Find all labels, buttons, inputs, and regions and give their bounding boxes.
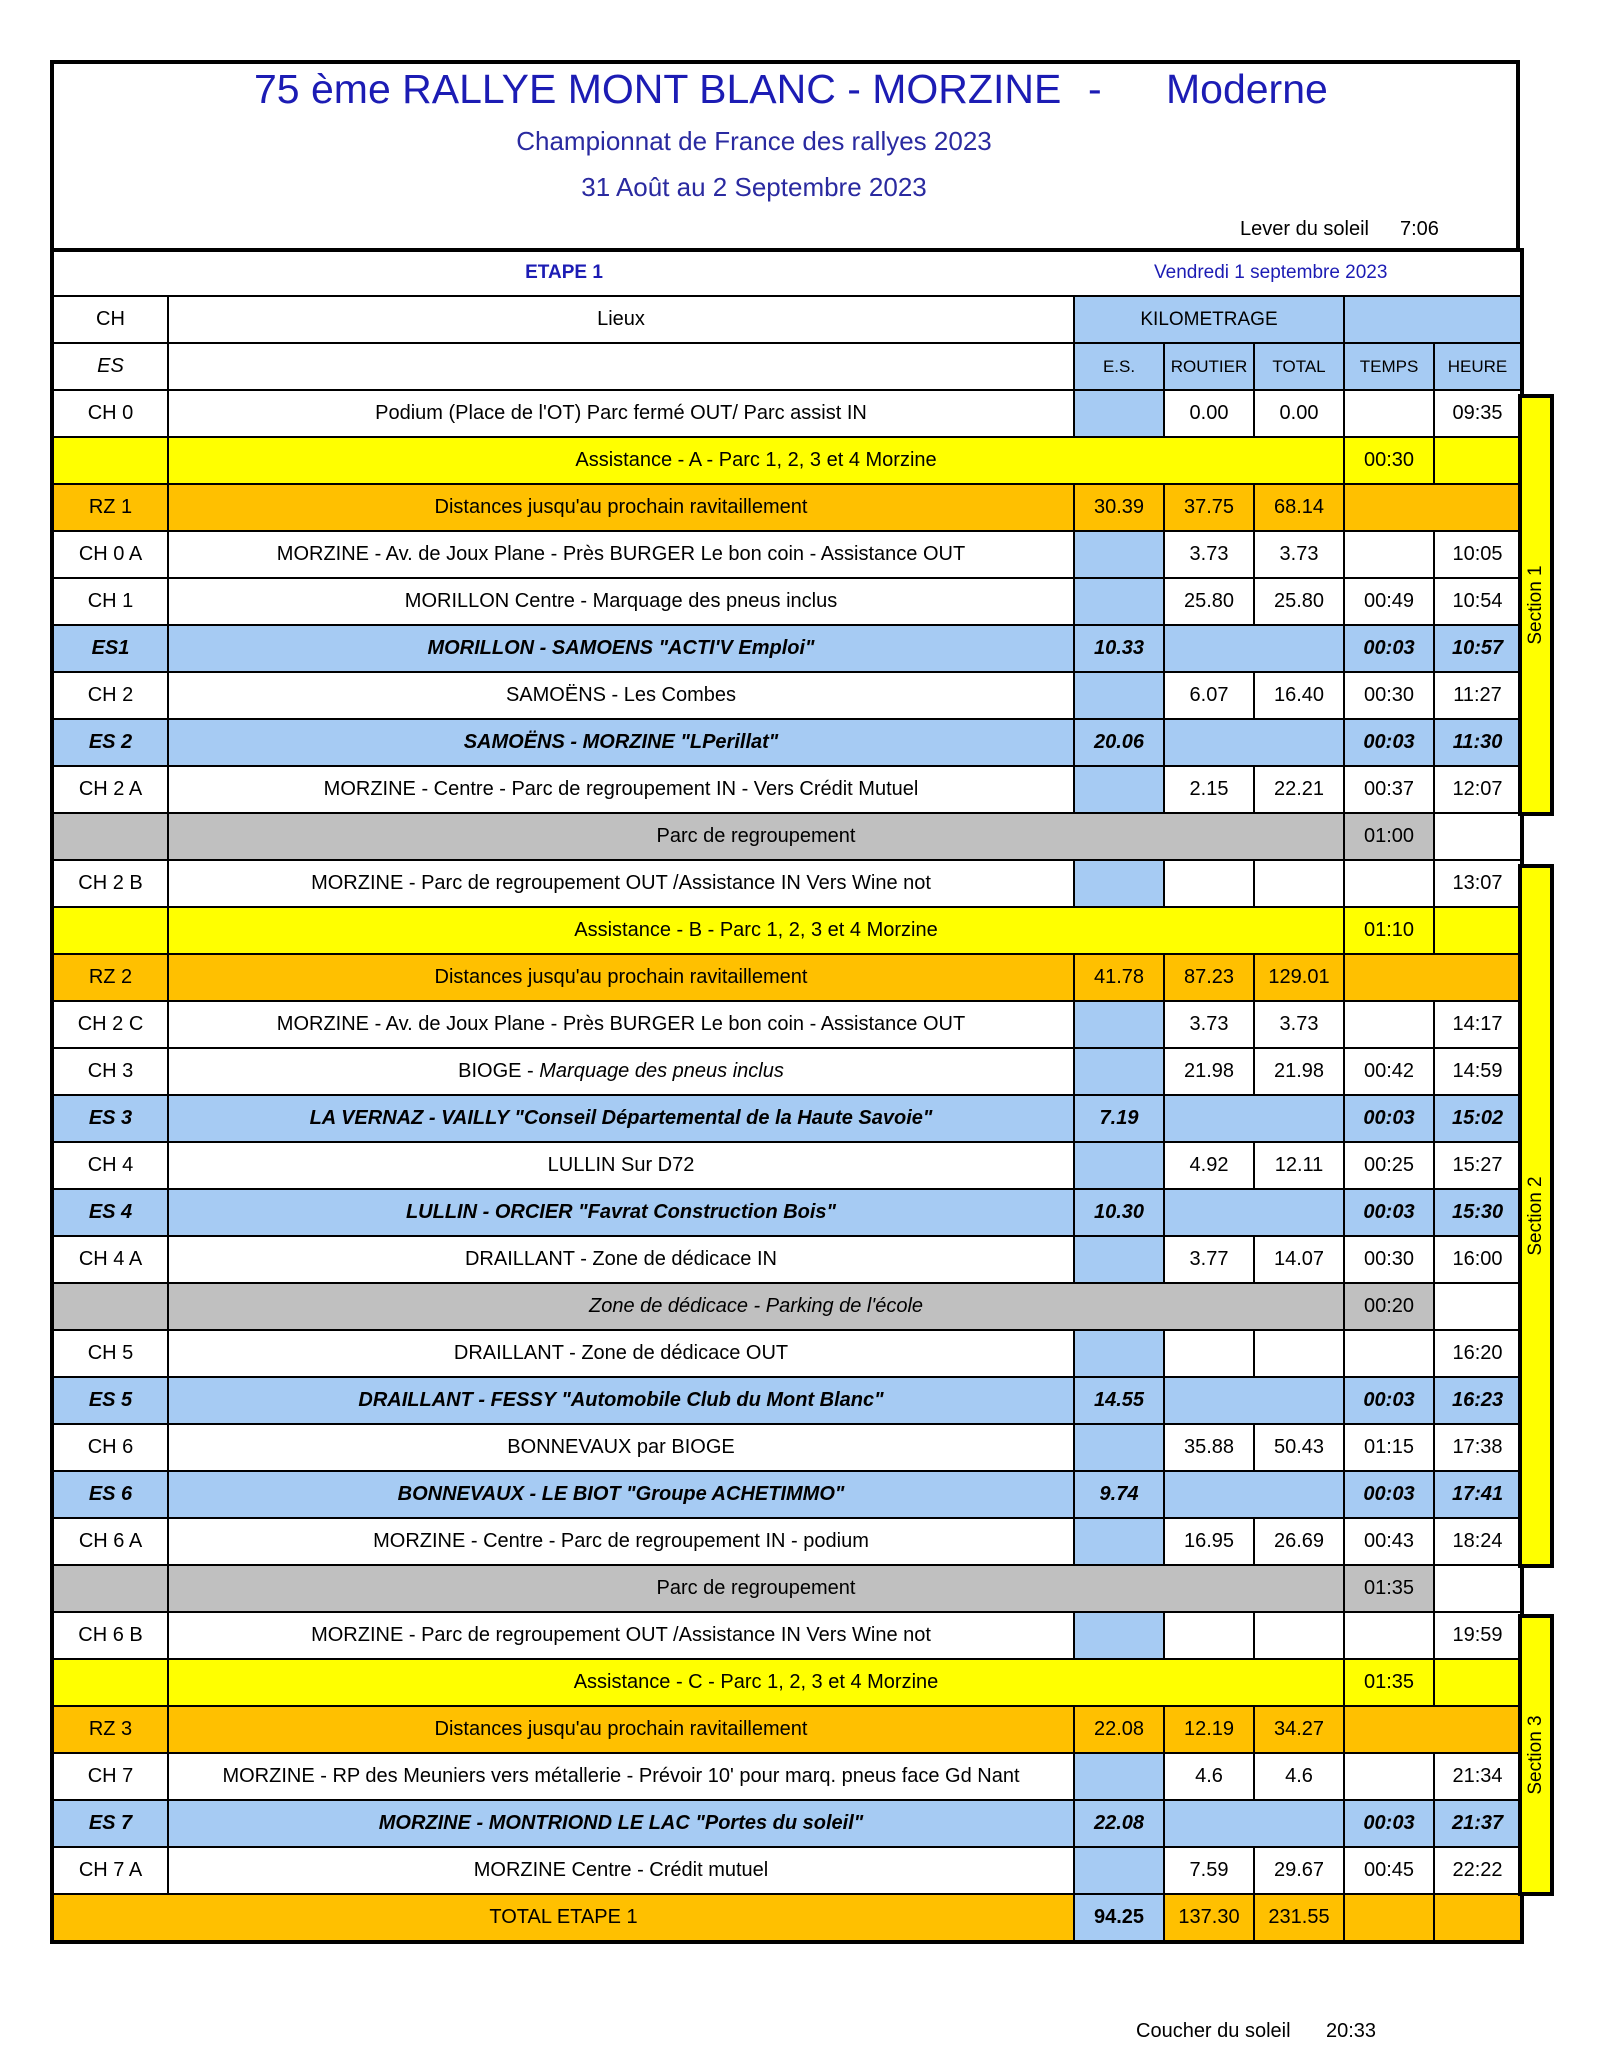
es-km xyxy=(1074,1847,1164,1894)
sunset-time: 20:33 xyxy=(1326,2020,1377,2042)
heure: 13:07 xyxy=(1434,860,1522,907)
section-2-label: Section 2 xyxy=(1525,1176,1546,1256)
stage-heure: 21:37 xyxy=(1434,1800,1522,1847)
stage-heure: 10:57 xyxy=(1434,625,1522,672)
orange-row xyxy=(52,954,1522,1001)
location-name-part: BIOGE - xyxy=(458,1060,540,1082)
row-code-blank xyxy=(52,813,168,860)
stage-km: 10.33 xyxy=(1074,625,1164,672)
checkpoint-row xyxy=(52,1001,1522,1048)
location-name: DRAILLANT - Zone de dédicace OUT xyxy=(168,1330,1074,1377)
sunrise-label: Lever du soleil xyxy=(1240,218,1369,240)
temps: 00:37 xyxy=(1344,766,1434,813)
sunrise-time: 7:06 xyxy=(1400,218,1439,240)
es-km xyxy=(1074,1753,1164,1800)
row-code-blank xyxy=(52,1283,168,1330)
title-separator: - xyxy=(1088,66,1102,112)
heure: 18:24 xyxy=(1434,1518,1522,1565)
checkpoint-code: CH 0 A xyxy=(52,531,168,578)
event-dates: 31 Août au 2 Septembre 2023 xyxy=(581,172,927,202)
location-name: LULLIN Sur D72 xyxy=(168,1142,1074,1189)
routier-km: 6.07 xyxy=(1164,672,1254,719)
total-km: 0.00 xyxy=(1254,390,1344,437)
refuel-routier-km: 37.75 xyxy=(1164,484,1254,531)
stage-code: ES 3 xyxy=(52,1095,168,1142)
es-km xyxy=(1074,1330,1164,1377)
row-blank xyxy=(1434,437,1522,484)
refuel-es-km: 22.08 xyxy=(1074,1706,1164,1753)
temps: 00:42 xyxy=(1344,1048,1434,1095)
refuel-label: Distances jusqu'au prochain ravitaillement xyxy=(168,484,1074,531)
temps: 00:30 xyxy=(1344,1236,1434,1283)
col-es-km: E.S. xyxy=(1074,343,1164,390)
orange-row xyxy=(52,1706,1522,1753)
location-name xyxy=(168,1048,1074,1095)
routier-km xyxy=(1164,1612,1254,1659)
temps xyxy=(1344,390,1434,437)
orange-row xyxy=(52,484,1522,531)
total-total-km: 231.55 xyxy=(1254,1894,1344,1942)
refuel-es-km: 30.39 xyxy=(1074,484,1164,531)
row-code-blank xyxy=(52,907,168,954)
total-km xyxy=(1254,1330,1344,1377)
routier-km xyxy=(1164,1330,1254,1377)
routier-km: 3.77 xyxy=(1164,1236,1254,1283)
heure: 16:20 xyxy=(1434,1330,1522,1377)
heure: 16:00 xyxy=(1434,1236,1522,1283)
location-name: MORZINE - Parc de regroupement OUT /Assistance IN Vers Wine not xyxy=(168,1612,1074,1659)
temps xyxy=(1344,1612,1434,1659)
stage-km: 14.55 xyxy=(1074,1377,1164,1424)
refuel-es-km: 41.78 xyxy=(1074,954,1164,1001)
routier-km: 2.15 xyxy=(1164,766,1254,813)
checkpoint-code: CH 4 xyxy=(52,1142,168,1189)
stage-temps: 00:03 xyxy=(1344,1095,1434,1142)
row-blank xyxy=(1434,907,1522,954)
title-main: 75 ème RALLYE MONT BLANC - MORZINE xyxy=(254,66,1062,112)
row-blank xyxy=(1434,1283,1522,1330)
routier-km: 35.88 xyxy=(1164,1424,1254,1471)
refuel-total-km: 129.01 xyxy=(1254,954,1344,1001)
stage-heure: 17:41 xyxy=(1434,1471,1522,1518)
total-blank-heure xyxy=(1434,1894,1522,1942)
total-km: 22.21 xyxy=(1254,766,1344,813)
total-km: 4.6 xyxy=(1254,1753,1344,1800)
total-km: 3.73 xyxy=(1254,531,1344,578)
total-km: 26.69 xyxy=(1254,1518,1344,1565)
checkpoint-code: CH 6 B xyxy=(52,1612,168,1659)
special-stage-row xyxy=(52,1800,1522,1847)
temps xyxy=(1344,1330,1434,1377)
stage-code: ES 5 xyxy=(52,1377,168,1424)
stage-code: ES1 xyxy=(52,625,168,672)
total-es-km: 94.25 xyxy=(1074,1894,1164,1942)
heure: 17:38 xyxy=(1434,1424,1522,1471)
temps: 00:43 xyxy=(1344,1518,1434,1565)
row-temps: 01:10 xyxy=(1344,907,1434,954)
special-stage-row xyxy=(52,719,1522,766)
location-name: MORZINE - Av. de Joux Plane - Près BURGER Le bon coin - Assistance OUT xyxy=(168,1001,1074,1048)
stage-empty xyxy=(1164,1095,1344,1142)
location-name: MORZINE - Centre - Parc de regroupement IN - podium xyxy=(168,1518,1074,1565)
stage-empty xyxy=(1164,1471,1344,1518)
col-es: ES xyxy=(52,343,168,390)
es-km xyxy=(1074,578,1164,625)
total-km: 14.07 xyxy=(1254,1236,1344,1283)
checkpoint-code: CH 7 A xyxy=(52,1847,168,1894)
total-label: TOTAL ETAPE 1 xyxy=(52,1894,1074,1942)
gray-row xyxy=(52,1565,1522,1612)
total-km xyxy=(1254,860,1344,907)
stage-name: MORZINE - MONTRIOND LE LAC "Portes du soleil" xyxy=(168,1800,1074,1847)
routier-km: 7.59 xyxy=(1164,1847,1254,1894)
routier-km: 4.92 xyxy=(1164,1142,1254,1189)
total-km: 16.40 xyxy=(1254,672,1344,719)
checkpoint-row xyxy=(52,1847,1522,1894)
checkpoint-code: CH 3 xyxy=(52,1048,168,1095)
special-stage-row xyxy=(52,625,1522,672)
total-blank-temps xyxy=(1344,1894,1434,1942)
temps xyxy=(1344,1753,1434,1800)
es-km xyxy=(1074,531,1164,578)
checkpoint-code: CH 4 A xyxy=(52,1236,168,1283)
refuel-zone-code: RZ 2 xyxy=(52,954,168,1001)
title-category: Moderne xyxy=(1166,66,1328,112)
checkpoint-row xyxy=(52,390,1522,437)
gray-row xyxy=(52,1283,1522,1330)
checkpoint-code: CH 1 xyxy=(52,578,168,625)
checkpoint-row xyxy=(52,1612,1522,1659)
location-name: MORZINE - RP des Meuniers vers métallerie - Prévoir 10' pour marq. pneus face Gd Nant xyxy=(168,1753,1074,1800)
row-blank xyxy=(1434,813,1522,860)
temps: 01:15 xyxy=(1344,1424,1434,1471)
es-km xyxy=(1074,860,1164,907)
checkpoint-row xyxy=(52,531,1522,578)
stage-km: 7.19 xyxy=(1074,1095,1164,1142)
yellow-row xyxy=(52,437,1522,484)
stage-temps: 00:03 xyxy=(1344,1189,1434,1236)
refuel-blank xyxy=(1344,1706,1522,1753)
column-header-row-1 xyxy=(52,296,1522,343)
row-label: Zone de dédicace - Parking de l'école xyxy=(168,1283,1344,1330)
column-header-row-2 xyxy=(52,343,1522,390)
stage-name: MORILLON - SAMOENS "ACTI'V Emploi" xyxy=(168,625,1074,672)
checkpoint-code: CH 2 A xyxy=(52,766,168,813)
total-km: 3.73 xyxy=(1254,1001,1344,1048)
temps xyxy=(1344,531,1434,578)
routier-km: 3.73 xyxy=(1164,531,1254,578)
stage-temps: 00:03 xyxy=(1344,625,1434,672)
stage-heure: 15:02 xyxy=(1434,1095,1522,1142)
heure: 19:59 xyxy=(1434,1612,1522,1659)
stage-name: BONNEVAUX - LE BIOT "Groupe ACHETIMMO" xyxy=(168,1471,1074,1518)
checkpoint-row xyxy=(52,1424,1522,1471)
total-routier-km: 137.30 xyxy=(1164,1894,1254,1942)
row-code-blank xyxy=(52,437,168,484)
checkpoint-code: CH 6 A xyxy=(52,1518,168,1565)
checkpoint-code: CH 2 C xyxy=(52,1001,168,1048)
championship-subtitle: Championnat de France des rallyes 2023 xyxy=(516,126,992,156)
special-stage-row xyxy=(52,1377,1522,1424)
col-lieux: Lieux xyxy=(168,296,1074,343)
location-name: MORZINE - Av. de Joux Plane - Près BURGER Le bon coin - Assistance OUT xyxy=(168,531,1074,578)
schedule-table xyxy=(50,248,1524,1944)
stage-empty xyxy=(1164,1800,1344,1847)
stage-name: LULLIN - ORCIER "Favrat Construction Bois" xyxy=(168,1189,1074,1236)
heure: 14:59 xyxy=(1434,1048,1522,1095)
col-heure: HEURE xyxy=(1434,343,1522,390)
row-temps: 01:35 xyxy=(1344,1659,1434,1706)
stage-code: ES 7 xyxy=(52,1800,168,1847)
refuel-total-km: 68.14 xyxy=(1254,484,1344,531)
stage-temps: 00:03 xyxy=(1344,1471,1434,1518)
temps: 00:45 xyxy=(1344,1847,1434,1894)
roadbook-sheet xyxy=(50,60,1520,1944)
total-km: 50.43 xyxy=(1254,1424,1344,1471)
refuel-label: Distances jusqu'au prochain ravitaillement xyxy=(168,954,1074,1001)
row-label: Assistance - B - Parc 1, 2, 3 et 4 Morzine xyxy=(168,907,1344,954)
es-km xyxy=(1074,672,1164,719)
location-name: DRAILLANT - Zone de dédicace IN xyxy=(168,1236,1074,1283)
stage-empty xyxy=(1164,1377,1344,1424)
es-km xyxy=(1074,1518,1164,1565)
col-ch: CH xyxy=(52,296,168,343)
stage-empty xyxy=(1164,719,1344,766)
stage-heure: 11:30 xyxy=(1434,719,1522,766)
routier-km xyxy=(1164,860,1254,907)
routier-km: 3.73 xyxy=(1164,1001,1254,1048)
stage-code: ES 2 xyxy=(52,719,168,766)
checkpoint-row xyxy=(52,672,1522,719)
stage-empty xyxy=(1164,625,1344,672)
col-blank-blue xyxy=(1344,296,1522,343)
es-km xyxy=(1074,1424,1164,1471)
checkpoint-row xyxy=(52,1142,1522,1189)
stage-km: 9.74 xyxy=(1074,1471,1164,1518)
temps: 00:49 xyxy=(1344,578,1434,625)
location-name: BONNEVAUX par BIOGE xyxy=(168,1424,1074,1471)
heure: 09:35 xyxy=(1434,390,1522,437)
gray-row xyxy=(52,813,1522,860)
routier-km: 16.95 xyxy=(1164,1518,1254,1565)
stage-heure: 16:23 xyxy=(1434,1377,1522,1424)
refuel-blank xyxy=(1344,484,1522,531)
row-label: Parc de regroupement xyxy=(168,813,1344,860)
refuel-routier-km: 87.23 xyxy=(1164,954,1254,1001)
checkpoint-row xyxy=(52,1330,1522,1377)
location-name: Podium (Place de l'OT) Parc fermé OUT/ Parc assist IN xyxy=(168,390,1074,437)
stage-km: 22.08 xyxy=(1074,1800,1164,1847)
heure: 10:05 xyxy=(1434,531,1522,578)
refuel-routier-km: 12.19 xyxy=(1164,1706,1254,1753)
es-km xyxy=(1074,390,1164,437)
es-km xyxy=(1074,1236,1164,1283)
row-temps: 00:30 xyxy=(1344,437,1434,484)
total-km xyxy=(1254,1612,1344,1659)
refuel-blank xyxy=(1344,954,1522,1001)
location-name: SAMOËNS - Les Combes xyxy=(168,672,1074,719)
total-km: 12.11 xyxy=(1254,1142,1344,1189)
heure: 10:54 xyxy=(1434,578,1522,625)
checkpoint-row xyxy=(52,1236,1522,1283)
es-km xyxy=(1074,766,1164,813)
heure: 15:27 xyxy=(1434,1142,1522,1189)
stage-km: 10.30 xyxy=(1074,1189,1164,1236)
location-note: Marquage des pneus inclus xyxy=(539,1060,784,1082)
heure: 12:07 xyxy=(1434,766,1522,813)
es-km xyxy=(1074,1048,1164,1095)
col-temps: TEMPS xyxy=(1344,343,1434,390)
row-blank xyxy=(1434,1565,1522,1612)
routier-km: 4.6 xyxy=(1164,1753,1254,1800)
checkpoint-code: CH 5 xyxy=(52,1330,168,1377)
sunset-label: Coucher du soleil xyxy=(1136,2020,1291,2042)
stage-temps: 00:03 xyxy=(1344,719,1434,766)
stage-temps: 00:03 xyxy=(1344,1800,1434,1847)
temps: 00:30 xyxy=(1344,672,1434,719)
heure: 22:22 xyxy=(1434,1847,1522,1894)
location-name: MORZINE Centre - Crédit mutuel xyxy=(168,1847,1074,1894)
temps: 00:25 xyxy=(1344,1142,1434,1189)
total-row xyxy=(52,1894,1522,1942)
checkpoint-row xyxy=(52,766,1522,813)
etape-date: Vendredi 1 septembre 2023 xyxy=(1074,249,1522,296)
stage-km: 20.06 xyxy=(1074,719,1164,766)
special-stage-row xyxy=(52,1471,1522,1518)
es-km xyxy=(1074,1142,1164,1189)
special-stage-row xyxy=(52,1095,1522,1142)
col-kilometrage: KILOMETRAGE xyxy=(1074,296,1344,343)
stage-heure: 15:30 xyxy=(1434,1189,1522,1236)
total-km: 21.98 xyxy=(1254,1048,1344,1095)
refuel-total-km: 34.27 xyxy=(1254,1706,1344,1753)
heure: 11:27 xyxy=(1434,672,1522,719)
col-total: TOTAL xyxy=(1254,343,1344,390)
section-1-marker xyxy=(1518,394,1554,816)
checkpoint-row xyxy=(52,1048,1522,1095)
section-3-label: Section 3 xyxy=(1525,1715,1546,1795)
location-name: MORZINE - Parc de regroupement OUT /Assistance IN Vers Wine not xyxy=(168,860,1074,907)
checkpoint-code: CH 2 B xyxy=(52,860,168,907)
header-box xyxy=(50,60,1520,252)
special-stage-row xyxy=(52,1189,1522,1236)
stage-name: SAMOËNS - MORZINE "LPerillat" xyxy=(168,719,1074,766)
yellow-row xyxy=(52,907,1522,954)
checkpoint-row xyxy=(52,860,1522,907)
checkpoint-row xyxy=(52,1518,1522,1565)
col-lieux-blank xyxy=(168,343,1074,390)
checkpoint-code: CH 6 xyxy=(52,1424,168,1471)
stage-name: DRAILLANT - FESSY "Automobile Club du Mont Blanc" xyxy=(168,1377,1074,1424)
checkpoint-row xyxy=(52,1753,1522,1800)
routier-km: 25.80 xyxy=(1164,578,1254,625)
checkpoint-row xyxy=(52,578,1522,625)
section-1-label: Section 1 xyxy=(1525,565,1546,645)
row-temps: 00:20 xyxy=(1344,1283,1434,1330)
row-code-blank xyxy=(52,1659,168,1706)
etape-label: ETAPE 1 xyxy=(52,249,1074,296)
stage-temps: 00:03 xyxy=(1344,1377,1434,1424)
location-name: MORZINE - Centre - Parc de regroupement IN - Vers Crédit Mutuel xyxy=(168,766,1074,813)
temps xyxy=(1344,860,1434,907)
temps xyxy=(1344,1001,1434,1048)
location-name: MORILLON Centre - Marquage des pneus inclus xyxy=(168,578,1074,625)
yellow-row xyxy=(52,1659,1522,1706)
row-code-blank xyxy=(52,1565,168,1612)
total-km: 29.67 xyxy=(1254,1847,1344,1894)
section-2-marker xyxy=(1518,864,1554,1568)
refuel-zone-code: RZ 3 xyxy=(52,1706,168,1753)
stage-empty xyxy=(1164,1189,1344,1236)
stage-code: ES 4 xyxy=(52,1189,168,1236)
routier-km: 0.00 xyxy=(1164,390,1254,437)
etape-row xyxy=(52,249,1522,296)
row-label: Assistance - C - Parc 1, 2, 3 et 4 Morzine xyxy=(168,1659,1344,1706)
es-km xyxy=(1074,1001,1164,1048)
row-label: Parc de regroupement xyxy=(168,1565,1344,1612)
row-label: Assistance - A - Parc 1, 2, 3 et 4 Morzine xyxy=(168,437,1344,484)
section-3-marker xyxy=(1518,1614,1554,1896)
routier-km: 21.98 xyxy=(1164,1048,1254,1095)
row-blank xyxy=(1434,1659,1522,1706)
stage-code: ES 6 xyxy=(52,1471,168,1518)
refuel-label: Distances jusqu'au prochain ravitaillement xyxy=(168,1706,1074,1753)
total-km: 25.80 xyxy=(1254,578,1344,625)
heure: 14:17 xyxy=(1434,1001,1522,1048)
row-temps: 01:00 xyxy=(1344,813,1434,860)
es-km xyxy=(1074,1612,1164,1659)
checkpoint-code: CH 0 xyxy=(52,390,168,437)
checkpoint-code: CH 7 xyxy=(52,1753,168,1800)
refuel-zone-code: RZ 1 xyxy=(52,484,168,531)
row-temps: 01:35 xyxy=(1344,1565,1434,1612)
checkpoint-code: CH 2 xyxy=(52,672,168,719)
col-routier: ROUTIER xyxy=(1164,343,1254,390)
stage-name: LA VERNAZ - VAILLY "Conseil Départemental de la Haute Savoie" xyxy=(168,1095,1074,1142)
heure: 21:34 xyxy=(1434,1753,1522,1800)
